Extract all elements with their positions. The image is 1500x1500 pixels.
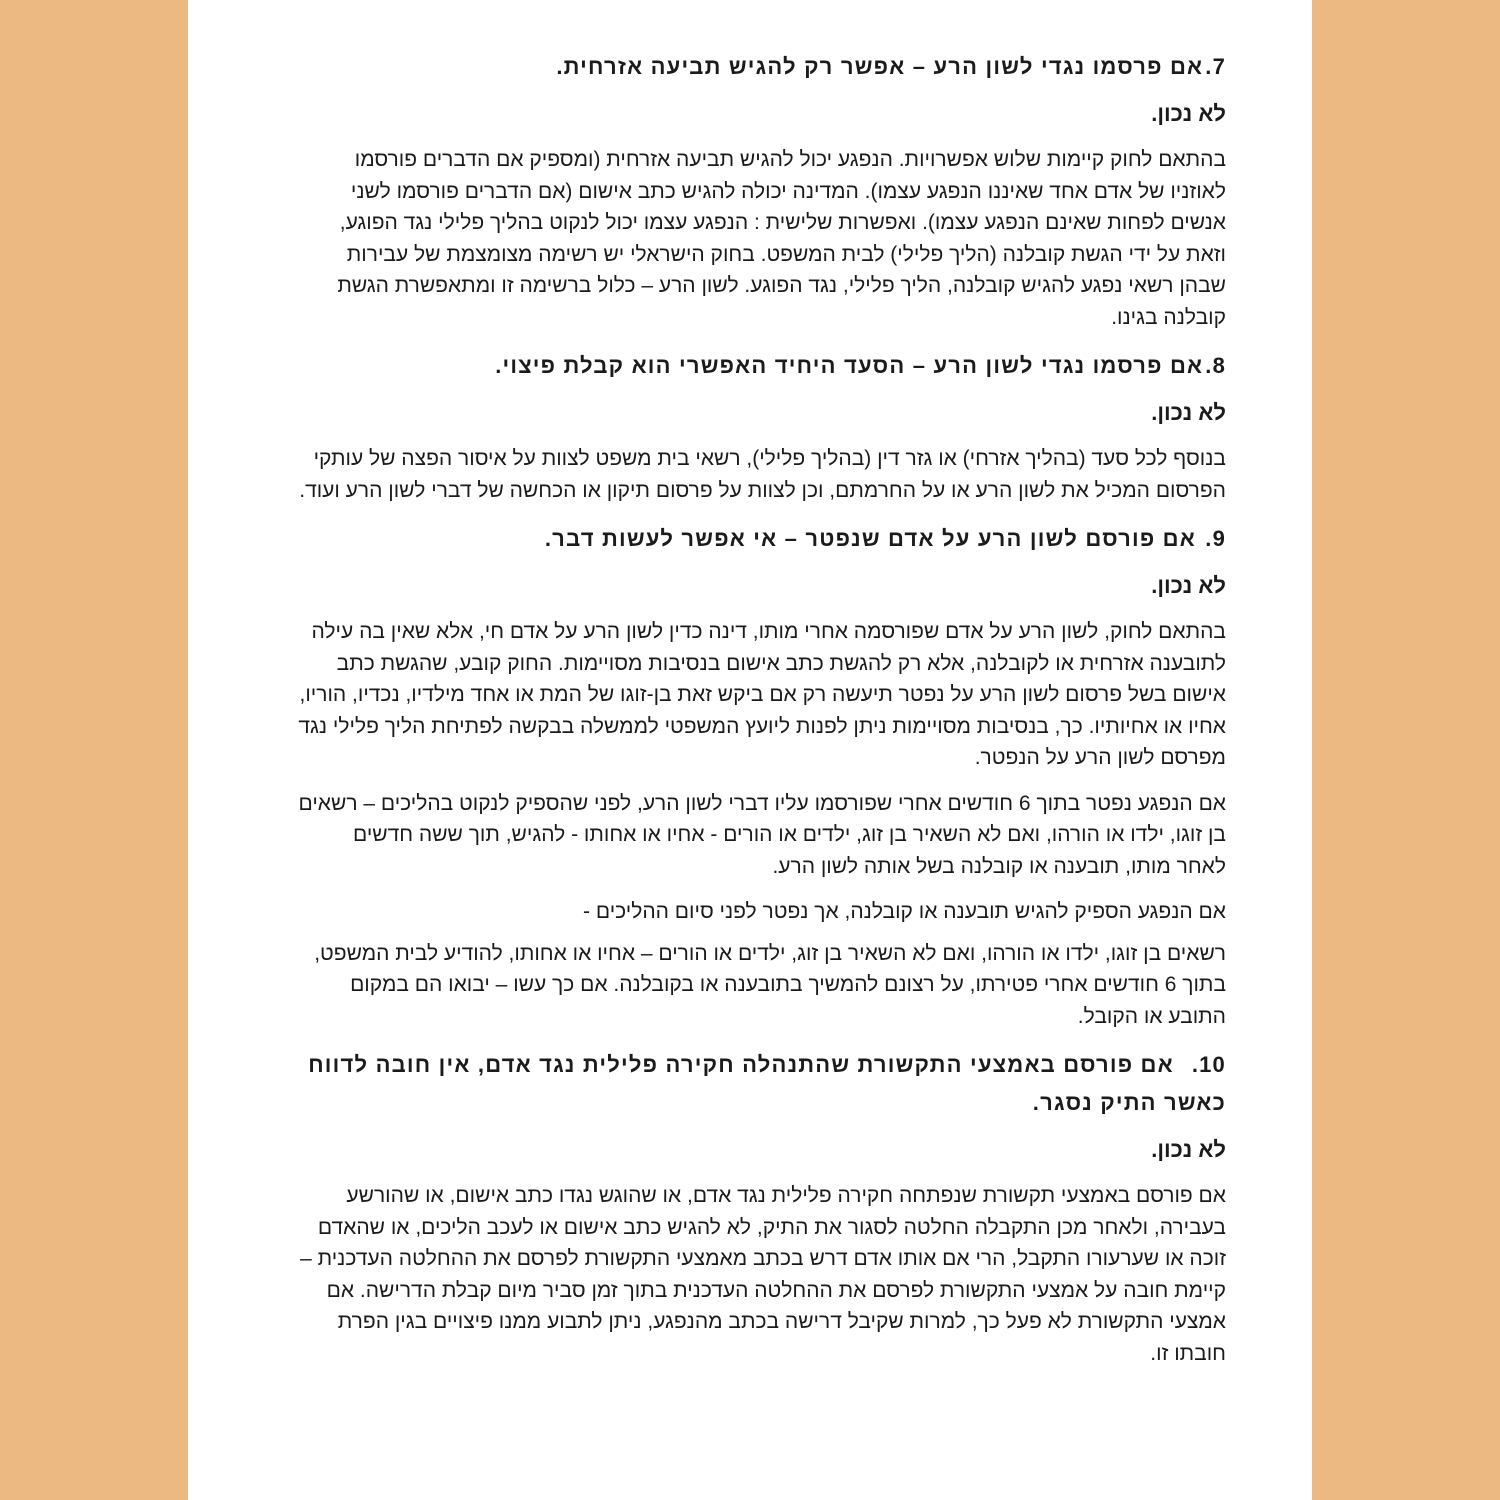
section-9-answer: לא נכון.	[1151, 573, 1226, 598]
document-content	[298, 48, 1226, 1383]
section-7-title: אם פרסמו נגדי לשון הרע – אפשר רק להגיש תביעה אזרחית.	[556, 54, 1204, 79]
section-8-paragraph: בנוסף לכל סעד (בהליך אזרחי) או גזר דין (בהליך פלילי), רשאי בית משפט לצוות על איסור הפצה של עותקי הפרסום המכיל את לשון הרע או על החרמתם, וכן לצוות על פרסום תיקון או הכחשה של דברי לשון הרע ועוד.	[299, 447, 1226, 502]
section-10-paragraph: אם פורסם באמצעי תקשורת שנפתחה חקירה פלילית נגד אדם, או שהוגש נגדו כתב אישום, או שהורשע בעבירה, ולאחר מכן התקבלה החלטה לסגור את התיק, לא להגיש כתב אישום או לעכב הליכים, או שהאדם זוכה או שערעורו התקבל, הרי אם אותו אדם דרש בכתב מאמצעי התקשורת לפרסם את ההחלטה העדכנית – קיימת חובה על אמצעי התקשורת לפרסם את ההחלטה העדכנית בתוך זמן סביר מיום קבלת הדרישה. אם אמצעי התקשורת לא פעל כך, למרות שקיבל דרישה בכתב מהנפגע, ניתן לתבוע ממנו פיצויים בגין הפרת חובתו זו.	[300, 1184, 1226, 1365]
section-10-heading	[298, 1046, 1226, 1122]
document-page	[188, 0, 1312, 1500]
section-8-answer: לא נכון.	[1151, 400, 1226, 425]
section-7-heading	[298, 48, 1226, 86]
section-9-title: אם פורסם לשון הרע על אדם שנפטר – אי אפשר לעשות דבר.	[544, 526, 1196, 551]
section-9-number: 9.	[1205, 526, 1226, 551]
section-9-paragraph-3: אם הנפגע הספיק להגיש תובענה או קובלנה, אך נפטר לפני סיום ההליכים -	[583, 900, 1226, 923]
section-10-title: אם פורסם באמצעי התקשורת שהתנהלה חקירה פלילית נגד אדם, אין חובה לדווח כאשר התיק נסגר.	[308, 1052, 1226, 1115]
section-8-heading	[298, 347, 1226, 385]
section-7-number: 7.	[1205, 54, 1226, 79]
section-10-answer: לא נכון.	[1151, 1137, 1226, 1162]
section-8-number: 8.	[1205, 353, 1226, 378]
section-10-number: 10.	[1191, 1052, 1226, 1077]
section-9-paragraph-1: בהתאם לחוק, לשון הרע על אדם שפורסמה אחרי מותו, דינה כדין לשון הרע על אדם חי, אלא שאין בה עילה לתובענה אזרחית או לקובלנה, אלא רק להגשת כתב אישום בנסיבות מסויימות. החוק קובע, שהגשת כתב אישום בשל פרסום לשון הרע על נפטר תיעשה רק אם ביקש זאת בן-זוגו של המת או אחד מילדיו, נכדיו, הוריו, אחיו או אחיותיו. כך, בנסיבות מסויימות ניתן לפנות ליועץ המשפטי לממשלה בבקשה לפתיחת הליך פלילי נגד מפרסם לשון הרע על הנפטר.	[298, 620, 1226, 769]
section-7-paragraph: בהתאם לחוק קיימות שלוש אפשרויות. הנפגע יכול להגיש תביעה אזרחית (ומספיק אם הדברים פורסמו לאוזניו של אדם אחד שאיננו הנפגע עצמו). המדינה יכולה להגיש כתב אישום (אם הדברים פורסמו לשני אנשים לפחות שאינם הנפגע עצמו). ואפשרות שלישית : הנפגע עצמו יכול לנקוט בהליך פלילי נגד הפוגע, וזאת על ידי הגשת קובלנה (הליך פלילי) לבית המשפט. בחוק הישראלי יש רשימה מצומצמת של עבירות שבהן רשאי נפגע להגיש קובלנה, הליך פלילי, נגד הפוגע. לשון הרע – כלול ברשימה זו ומתאפשרת הגשת קובלנה בגינו.	[337, 148, 1226, 329]
section-7-answer: לא נכון.	[1151, 101, 1226, 126]
section-9-paragraph-4: רשאים בן זוגו, ילדו או הורהו, ואם לא השאיר בן זוג, ילדים או הורים – אחיו או אחותו, להודיע לבית המשפט, בתוך 6 חודשים אחרי פטירתו, על רצונם להמשיך בתובענה או בקובלנה. אם כך עשו – יבואו הם במקום התובע או הקובל.	[314, 941, 1226, 1028]
section-9-paragraph-2: אם הנפגע נפטר בתוך 6 חודשים אחרי שפורסמו עליו דברי לשון הרע, לפני שהספיק לנקוט בהליכים – רשאים בן זוגו, ילדו או הורהו, ואם לא השאיר בן זוג, ילדים או הורים - אחיו או אחותו - להגיש, תוך ששה חדשים לאחר מותו, תובענה או קובלנה בשל אותה לשון הרע.	[298, 791, 1226, 878]
section-9-heading	[298, 520, 1226, 558]
section-8-title: אם פרסמו נגדי לשון הרע – הסעד היחיד האפשרי הוא קבלת פיצוי.	[495, 353, 1204, 378]
